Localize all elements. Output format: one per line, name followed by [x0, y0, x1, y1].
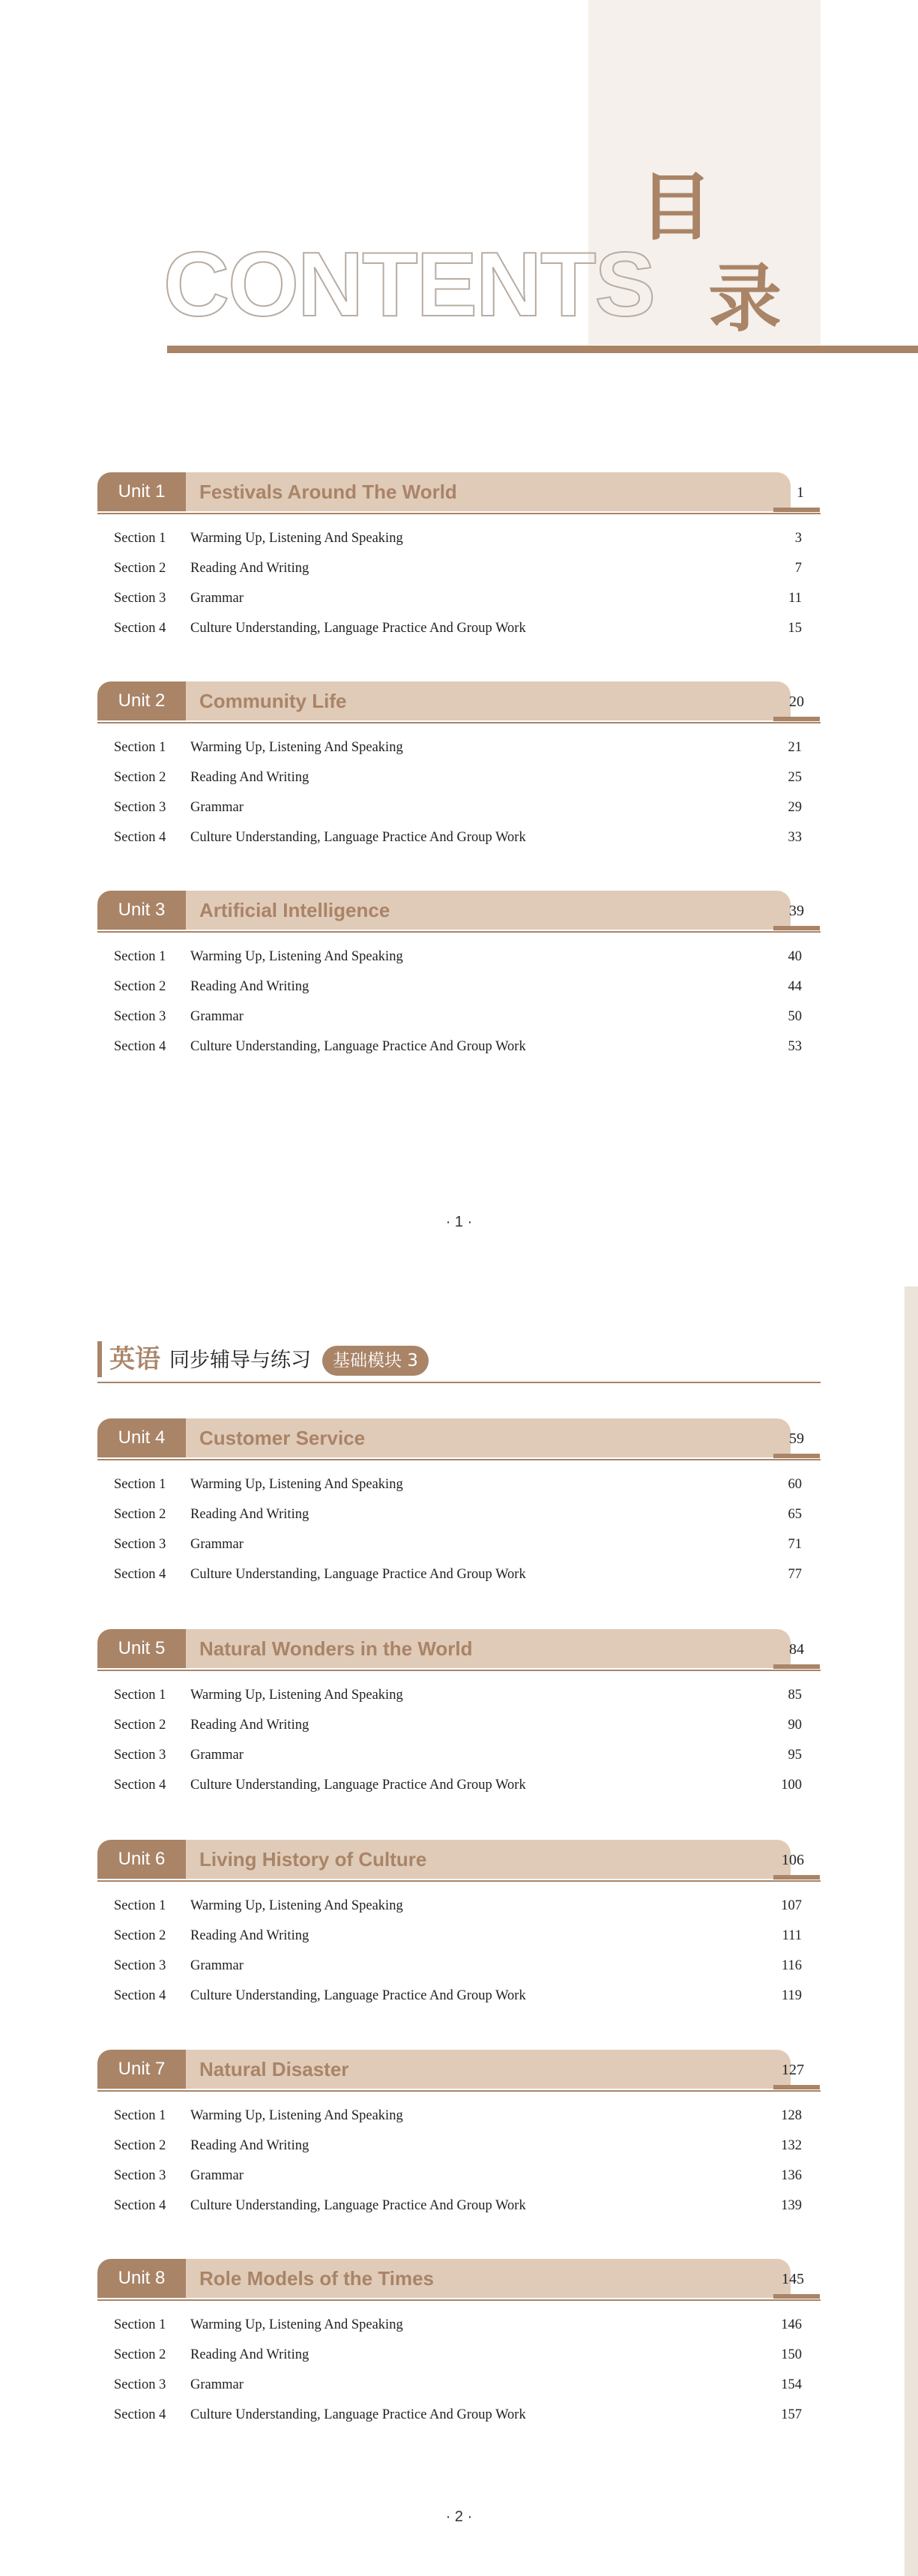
section-row[interactable]	[97, 1559, 821, 1589]
section-row[interactable]	[97, 583, 821, 613]
section-label: Section 3	[114, 1537, 166, 1552]
section-title: Culture Understanding, Language Practice And Group Work	[190, 830, 526, 845]
unit-page-number: 127	[782, 2062, 804, 2078]
section-list	[97, 732, 821, 852]
section-label: Section 2	[114, 770, 166, 785]
section-page-number: 29	[788, 800, 802, 815]
section-title: Reading And Writing	[190, 2138, 309, 2153]
section-row[interactable]	[97, 792, 821, 822]
section-label: Section 2	[114, 1718, 166, 1733]
section-page-number: 65	[788, 1507, 802, 1522]
unit-block	[97, 2050, 821, 2213]
section-title: Warming Up, Listening And Speaking	[190, 531, 403, 546]
section-page-number: 136	[781, 2168, 802, 2183]
section-page-number: 53	[788, 1039, 802, 1054]
section-title: Reading And Writing	[190, 2347, 309, 2362]
section-label: Section 1	[114, 1688, 166, 1703]
section-page-number: 77	[788, 1567, 802, 1582]
section-title: Culture Understanding, Language Practice And Group Work	[190, 1039, 526, 1054]
section-label: Section 3	[114, 2377, 166, 2392]
section-page-number: 71	[788, 1537, 802, 1552]
section-row[interactable]	[97, 972, 821, 1002]
section-title: Reading And Writing	[190, 770, 309, 785]
section-row[interactable]	[97, 1740, 821, 1770]
section-page-number: 15	[788, 621, 802, 636]
section-label: Section 1	[114, 949, 166, 964]
section-page-number: 85	[788, 1688, 802, 1703]
section-page-number: 154	[781, 2377, 802, 2392]
unit-block	[97, 472, 821, 636]
section-row[interactable]	[97, 762, 821, 792]
unit-divider	[97, 931, 821, 933]
section-page-number: 44	[788, 979, 802, 994]
unit-block	[97, 891, 821, 1054]
section-title: Culture Understanding, Language Practice And Group Work	[190, 1988, 526, 2003]
running-head-series: 同步辅导与练习	[169, 1349, 311, 1372]
section-label: Section 4	[114, 830, 166, 845]
unit-badge: Unit 4	[97, 1418, 186, 1457]
section-row[interactable]	[97, 1981, 821, 2011]
section-page-number: 25	[788, 770, 802, 785]
section-label: Section 4	[114, 1567, 166, 1582]
section-row[interactable]	[97, 1002, 821, 1032]
unit-title: Artificial Intelligence	[199, 899, 390, 921]
section-row[interactable]	[97, 523, 821, 553]
section-page-number: 7	[794, 561, 802, 576]
section-page-number: 40	[788, 949, 802, 964]
section-label: Section 2	[114, 1928, 166, 1943]
unit-header[interactable]	[97, 891, 821, 931]
unit-title: Role Models of the Times	[199, 2267, 435, 2290]
unit-title: Living History of Culture	[199, 1848, 427, 1871]
running-head-subject: 英语	[109, 1344, 160, 1374]
section-label: Section 4	[114, 621, 166, 636]
unit-badge: Unit 1	[97, 472, 186, 511]
section-title: Culture Understanding, Language Practice And Group Work	[190, 2407, 526, 2422]
section-page-number: 33	[788, 830, 802, 845]
unit-page-number: 59	[789, 1430, 804, 1447]
section-title: Warming Up, Listening And Speaking	[190, 1688, 403, 1703]
section-label: Section 2	[114, 2347, 166, 2362]
section-label: Section 3	[114, 2168, 166, 2183]
section-page-number: 132	[781, 2138, 802, 2153]
unit-badge: Unit 7	[97, 2050, 186, 2089]
unit-divider	[97, 722, 821, 723]
section-row[interactable]	[97, 553, 821, 583]
unit-title-bar	[186, 2259, 791, 2298]
section-title: Warming Up, Listening And Speaking	[190, 1477, 403, 1492]
unit-badge: Unit 3	[97, 891, 186, 930]
unit-title: Customer Service	[199, 1427, 366, 1449]
section-title: Culture Understanding, Language Practice And Group Work	[190, 1778, 526, 1793]
section-title: Grammar	[190, 1537, 244, 1552]
unit-title-bar	[186, 1629, 791, 1668]
section-row[interactable]	[97, 2370, 821, 2400]
section-row[interactable]	[97, 1951, 821, 1981]
section-title: Grammar	[190, 1748, 244, 1763]
page-number-bar	[773, 1454, 820, 1458]
unit-title: Natural Disaster	[199, 2058, 349, 2080]
section-label: Section 1	[114, 531, 166, 546]
unit-page-number: 145	[782, 2271, 804, 2287]
section-page-number: 100	[781, 1778, 802, 1793]
page-number-bar	[773, 508, 820, 512]
section-page-number: 21	[788, 740, 802, 755]
section-title: Grammar	[190, 1958, 244, 1973]
unit-divider	[97, 1880, 821, 1882]
section-page-number: 128	[781, 2108, 802, 2123]
section-page-number: 139	[781, 2198, 802, 2213]
section-label: Section 3	[114, 800, 166, 815]
section-title: Reading And Writing	[190, 561, 309, 576]
section-title: Reading And Writing	[190, 1718, 309, 1733]
section-list	[97, 1891, 821, 2011]
page-number-footer: · 2 ·	[445, 2509, 473, 2525]
chinese-title-char-2: 录	[708, 256, 782, 342]
unit-header[interactable]	[97, 681, 821, 722]
section-page-number: 50	[788, 1009, 802, 1024]
unit-divider	[97, 1459, 821, 1460]
unit-divider	[97, 513, 821, 514]
unit-title: Festivals Around The World	[199, 481, 457, 503]
section-row[interactable]	[97, 2131, 821, 2161]
section-label: Section 2	[114, 561, 166, 576]
section-title: Culture Understanding, Language Practice And Group Work	[190, 2198, 526, 2213]
section-page-number: 95	[788, 1748, 802, 1763]
unit-page-number: 84	[789, 1641, 804, 1658]
contents-heading: CONTENTS	[163, 233, 654, 335]
running-head-bar	[97, 1341, 102, 1377]
unit-header[interactable]	[97, 472, 821, 513]
section-page-number: 3	[794, 531, 802, 546]
unit-title-bar	[186, 681, 791, 720]
unit-title: Natural Wonders in the World	[199, 1637, 473, 1660]
section-page-number: 146	[781, 2317, 802, 2332]
unit-divider	[97, 2090, 821, 2092]
section-label: Section 3	[114, 1748, 166, 1763]
section-label: Section 3	[114, 591, 166, 606]
section-label: Section 4	[114, 1039, 166, 1054]
section-title: Culture Understanding, Language Practice And Group Work	[190, 1567, 526, 1582]
section-row[interactable]	[97, 1529, 821, 1559]
section-row[interactable]	[97, 732, 821, 762]
section-page-number: 90	[788, 1718, 802, 1733]
unit-header[interactable]	[97, 2050, 821, 2090]
section-title: Grammar	[190, 2377, 244, 2392]
section-row[interactable]	[97, 1680, 821, 1710]
page-number-bar	[773, 2085, 820, 2089]
section-label: Section 1	[114, 740, 166, 755]
section-title: Reading And Writing	[190, 1928, 309, 1943]
section-title: Warming Up, Listening And Speaking	[190, 2108, 403, 2123]
section-row[interactable]	[97, 2101, 821, 2131]
section-row[interactable]	[97, 1710, 821, 1740]
toc-page-1	[0, 0, 918, 1267]
page-number-bar	[773, 1664, 820, 1669]
section-label: Section 4	[114, 2198, 166, 2213]
section-list	[97, 2101, 821, 2221]
unit-badge: Unit 5	[97, 1629, 186, 1668]
section-label: Section 4	[114, 1988, 166, 2003]
unit-header[interactable]	[97, 1629, 821, 1670]
page-number-footer: · 1 ·	[445, 1214, 473, 1230]
unit-block	[97, 1418, 821, 1582]
unit-divider	[97, 1670, 821, 1671]
section-title: Warming Up, Listening And Speaking	[190, 740, 403, 755]
page-number-bar	[773, 926, 820, 930]
section-page-number: 157	[781, 2407, 802, 2422]
section-title: Warming Up, Listening And Speaking	[190, 949, 403, 964]
section-title: Reading And Writing	[190, 979, 309, 994]
unit-page-number: 1	[797, 484, 804, 501]
section-row[interactable]	[97, 1032, 821, 1062]
unit-title-bar	[186, 891, 791, 930]
section-page-number: 11	[788, 591, 802, 606]
section-row[interactable]	[97, 942, 821, 972]
page-number-bar	[773, 1875, 820, 1880]
section-page-number: 150	[781, 2347, 802, 2362]
section-row[interactable]	[97, 2310, 821, 2340]
unit-page-number: 20	[789, 693, 804, 710]
section-list	[97, 1469, 821, 1589]
unit-badge: Unit 8	[97, 2259, 186, 2298]
section-row[interactable]	[97, 1499, 821, 1529]
section-page-number: 116	[781, 1958, 802, 1973]
unit-title: Community Life	[199, 690, 347, 712]
section-title: Grammar	[190, 2168, 244, 2183]
page-number-bar	[773, 2294, 820, 2299]
unit-divider	[97, 2299, 821, 2301]
running-head-rule	[97, 1382, 821, 1383]
section-label: Section 4	[114, 1778, 166, 1793]
unit-block	[97, 2259, 821, 2422]
section-page-number: 119	[781, 1988, 802, 2003]
section-label: Section 1	[114, 1477, 166, 1492]
section-label: Section 4	[114, 2407, 166, 2422]
section-row[interactable]	[97, 1921, 821, 1951]
section-label: Section 3	[114, 1009, 166, 1024]
section-row[interactable]	[97, 2400, 821, 2430]
section-title: Reading And Writing	[190, 1507, 309, 1522]
toc-page-2	[0, 1267, 918, 2576]
section-row[interactable]	[97, 2161, 821, 2191]
unit-header[interactable]	[97, 1418, 821, 1459]
section-list	[97, 1680, 821, 1800]
section-row[interactable]	[97, 2191, 821, 2221]
section-page-number: 107	[781, 1898, 802, 1913]
unit-block	[97, 1629, 821, 1793]
chinese-title-char-1: 目	[639, 165, 713, 250]
hero-underline	[167, 346, 918, 353]
unit-header[interactable]	[97, 1840, 821, 1880]
section-title: Grammar	[190, 800, 244, 815]
section-page-number: 111	[782, 1928, 802, 1943]
unit-title-bar	[186, 1840, 791, 1879]
section-list	[97, 2310, 821, 2430]
page-number-bar	[773, 717, 820, 721]
section-label: Section 1	[114, 2108, 166, 2123]
unit-page-number: 106	[782, 1852, 804, 1868]
section-label: Section 2	[114, 1507, 166, 1522]
unit-page-number: 39	[789, 903, 804, 919]
section-row[interactable]	[97, 1770, 821, 1800]
section-row[interactable]	[97, 822, 821, 852]
section-row[interactable]	[97, 1469, 821, 1499]
unit-title-bar	[186, 1418, 791, 1457]
unit-title-bar	[186, 2050, 791, 2089]
side-strip	[905, 1287, 918, 2576]
section-list	[97, 523, 821, 643]
module-badge: 基础模块 3	[322, 1346, 429, 1376]
section-title: Culture Understanding, Language Practice And Group Work	[190, 621, 526, 636]
section-label: Section 1	[114, 1898, 166, 1913]
section-row[interactable]	[97, 2340, 821, 2370]
unit-block	[97, 1840, 821, 2003]
unit-badge: Unit 2	[97, 681, 186, 720]
section-label: Section 2	[114, 979, 166, 994]
section-row[interactable]	[97, 1891, 821, 1921]
unit-title-bar	[186, 472, 791, 511]
section-label: Section 1	[114, 2317, 166, 2332]
section-row[interactable]	[97, 613, 821, 643]
unit-block	[97, 681, 821, 845]
section-list	[97, 942, 821, 1062]
section-title: Grammar	[190, 1009, 244, 1024]
section-page-number: 60	[788, 1477, 802, 1492]
section-label: Section 3	[114, 1958, 166, 1973]
section-title: Warming Up, Listening And Speaking	[190, 1898, 403, 1913]
section-title: Warming Up, Listening And Speaking	[190, 2317, 403, 2332]
unit-header[interactable]	[97, 2259, 821, 2299]
section-label: Section 2	[114, 2138, 166, 2153]
running-head	[97, 1338, 821, 1383]
section-title: Grammar	[190, 591, 244, 606]
unit-badge: Unit 6	[97, 1840, 186, 1879]
